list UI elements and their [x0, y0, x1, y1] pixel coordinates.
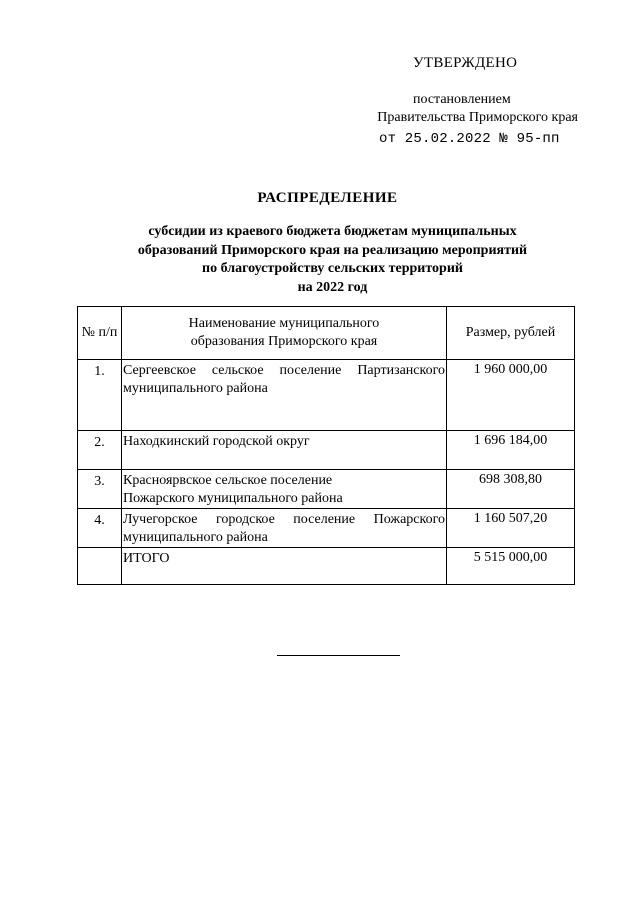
row-name [122, 509, 447, 548]
table-row [78, 360, 575, 431]
table-row [78, 431, 575, 470]
total-num [78, 548, 122, 585]
header-name [122, 307, 447, 360]
closing-rule [277, 655, 400, 656]
table-row [78, 470, 575, 509]
total-label: ИТОГО [122, 548, 447, 585]
document-title: РАСПРЕДЕЛЕНИЕ [257, 190, 398, 206]
header-num: № п/п [78, 307, 122, 360]
header-amount: Размер, рублей [447, 307, 575, 360]
header-name-line: образования Приморского края [190, 334, 378, 349]
row-amount: 698 308,80 [447, 470, 575, 509]
government-label: Правительства Приморского края [377, 110, 578, 125]
row-amount: 1 160 507,20 [447, 509, 575, 548]
row-num: 4. [78, 509, 122, 548]
row-name-line: муниципального района [123, 530, 268, 545]
row-name [122, 360, 447, 431]
row-name [122, 431, 447, 470]
row-num: 1. [78, 360, 122, 431]
row-amount: 1 960 000,00 [447, 360, 575, 431]
subtitle-line: образований Приморского края на реализацию мероприятий [137, 242, 528, 258]
decree-date-number: от 25.02.2022 № 95-пп [379, 131, 560, 147]
row-name-line: Пожарского муниципального района [123, 491, 343, 506]
row-num: 2. [78, 431, 122, 470]
row-name-line: Сергеевское сельское поселение Партизанского [123, 363, 445, 378]
table-header-row [78, 307, 575, 360]
approved-label: УТВЕРЖДЕНО [413, 55, 518, 71]
subtitle-line: по благоустройству сельских территорий [202, 261, 463, 276]
row-name-line: Красноярвское сельское поселение [123, 473, 333, 488]
row-name [122, 470, 447, 509]
decree-label: постановлением [413, 92, 511, 107]
row-num: 3. [78, 470, 122, 509]
distribution-table [77, 306, 575, 585]
table-row [78, 509, 575, 548]
table-total-row [78, 548, 575, 585]
row-amount: 1 696 184,00 [447, 431, 575, 470]
row-name-line: муниципального района [123, 381, 268, 396]
header-name-line: Наименование муниципального [188, 316, 380, 331]
subtitle-line: субсидии из краевого бюджета бюджетам муниципальных [148, 224, 517, 239]
document-subtitle [0, 223, 640, 297]
total-amount: 5 515 000,00 [447, 548, 575, 585]
subtitle-line: на 2022 год [297, 279, 368, 295]
row-name-line: Находкинский городской округ [123, 434, 310, 449]
row-name-line: Лучегорское городское поселение Пожарского [123, 512, 445, 527]
